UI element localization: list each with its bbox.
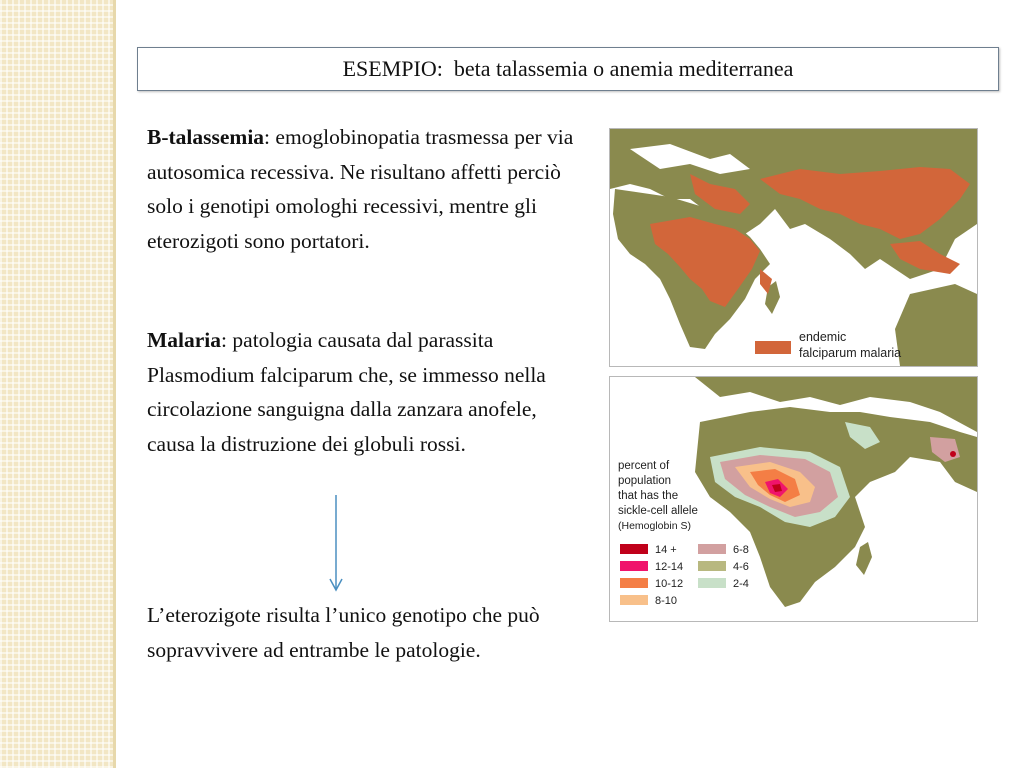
malaria-legend-line2: falciparum malaria (799, 346, 902, 360)
sickle-legend-label-2: 12-14 (655, 561, 684, 573)
thalassemia-paragraph (147, 120, 577, 258)
sickle-legend-title-5: (Hemoglobin S) (618, 520, 691, 532)
malaria-map-image (610, 129, 977, 366)
decorative-side-strip-edge (113, 0, 116, 768)
thalassemia-text: : emoglobinopatia trasmessa per via autosomica recessiva. Ne risultano affetti perciò solo i genotipi omologhi recessivi, mentre gli eterozigoti sono portatori. (147, 125, 574, 253)
sickle-legend-title-3: that has the (618, 490, 679, 502)
sickle-legend-swatch-7 (698, 578, 726, 588)
malaria-term: Malaria (147, 328, 222, 352)
malaria-legend-swatch (755, 341, 791, 354)
malaria-text: : patologia causata dal parassita Plasmodium falciparum che, se immesso nella circolazione sanguigna dalla zanzara anofele, causa la distruzione dei globuli rossi. (147, 328, 546, 456)
sickle-legend-swatch-6 (698, 561, 726, 571)
sickle-cell-map (609, 376, 978, 622)
sickle-legend-label-3: 10-12 (655, 578, 684, 590)
sickle-legend-label-5: 6-8 (733, 544, 749, 556)
sickle-legend-swatch-2 (620, 561, 648, 571)
sickle-legend-swatch-4 (620, 595, 648, 605)
sickle-cell-map-image (610, 377, 977, 621)
malaria-paragraph (147, 323, 557, 461)
down-arrow (326, 495, 346, 593)
sickle-legend-swatch-3 (620, 578, 648, 588)
sickle-legend-label-7: 2-4 (733, 578, 749, 590)
sickle-legend-label-4: 8-10 (655, 595, 678, 607)
slide-title: ESEMPIO: beta talassemia o anemia mediterranea (342, 56, 794, 81)
sickle-legend-title-2: population (618, 475, 672, 487)
decorative-side-strip (0, 0, 113, 768)
sickle-legend-swatch-5 (698, 544, 726, 554)
sickle-legend-swatch-1 (620, 544, 648, 554)
malaria-legend-line1: endemic (799, 330, 847, 344)
thalassemia-term: B-talassemia (147, 125, 265, 149)
sickle-legend-label-1: 14 + (655, 544, 677, 556)
sickle-legend-title-1: percent of (618, 460, 670, 472)
sickle-legend-title-4: sickle-cell allele (618, 505, 698, 517)
sickle-legend-label-6: 4-6 (733, 561, 749, 573)
malaria-map (609, 128, 978, 367)
slide-title-box (137, 47, 999, 91)
conclusion-paragraph: L’eterozigote risulta l’unico genotipo che può sopravvivere ad entrambe le patologie. (147, 603, 540, 662)
